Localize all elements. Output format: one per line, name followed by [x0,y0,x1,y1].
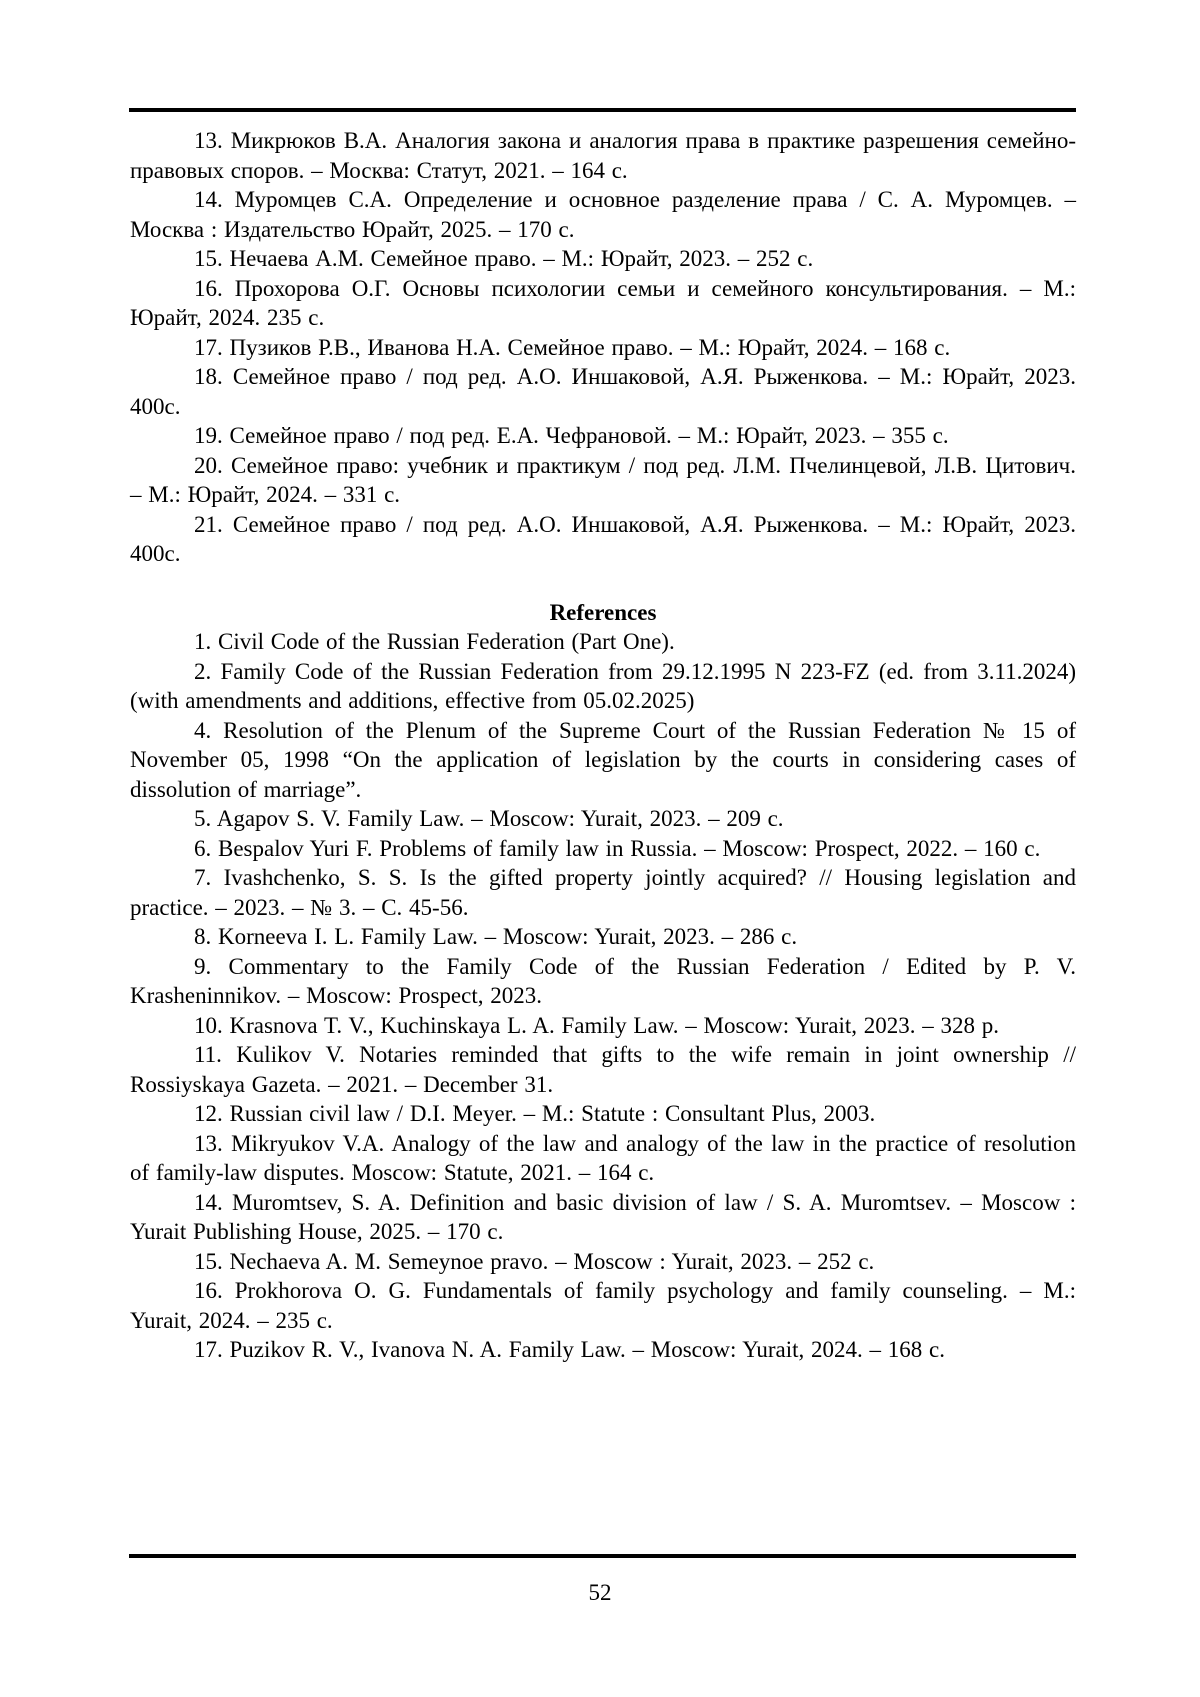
reference-item: 18. Семейное право / под ред. А.О. Иншаковой, А.Я. Рыженкова. – М.: Юрайт, 2023. 400с. [130,364,1076,419]
reference-item: 14. Муромцев С.А. Определение и основное разделение права / С. А. Муромцев. – Москва : Издательство Юрайт, 2025. – 170 с. [130,187,1076,242]
reference-item: 16. Прохорова О.Г. Основы психологии семьи и семейного консультирования. – М.: Юрайт, 2024. 235 с. [130,275,1076,330]
reference-item: 12. Russian civil law / D.I. Meyer. – M.: Statute : Consultant Plus, 2003. [194,1101,876,1126]
reference-item: 11. Kulikov V. Notaries reminded that gifts to the wife remain in joint ownership // Rossiyskaya Gazeta. – 2021. – December 31. [130,1042,1076,1097]
reference-item: 8. Korneeva I. L. Family Law. – Moscow: Yurait, 2023. – 286 с. [194,924,798,949]
reference-item: 14. Muromtsev, S. A. Definition and basic division of law / S. A. Muromtsev. – Moscow : Yurait Publishing House, 2025. – 170 с. [130,1189,1076,1244]
reference-item: 9. Commentary to the Family Code of the Russian Federation / Edited by P. V. Krasheninnikov. – Moscow: Prospect, 2023. [130,953,1076,1008]
page-number: 52 [588,1580,612,1605]
reference-item: 17. Пузиков Р.В., Иванова Н.А. Семейное право. – М.: Юрайт, 2024. – 168 с. [194,334,951,360]
reference-item: 1. Civil Code of the Russian Federation (Part One). [194,629,675,654]
reference-item: 13. Mikryukov V.A. Analogy of the law and analogy of the law in the practice of resolution of family-law disputes. Moscow: Statute, 2021. – 164 с. [130,1130,1076,1185]
bottom-rule [129,1554,1076,1558]
reference-item: 20. Семейное право: учебник и практикум / под ред. Л.М. Пчелинцевой, Л.В. Цитович. – М.: Юрайт, 2024. – 331 с. [130,452,1076,507]
reference-item: 16. Prokhorova O. G. Fundamentals of family psychology and family counseling. – M.: Yurait, 2024. – 235 с. [130,1278,1076,1333]
reference-item: 13. Микрюков В.А. Аналогия закона и аналогия права в практике разрешения семейно-правовых споров. – Москва: Статут, 2021. – 164 с. [130,128,1076,183]
reference-item: 21. Семейное право / под ред. А.О. Иншаковой, А.Я. Рыженкова. – М.: Юрайт, 2023. 400с. [130,511,1076,566]
reference-item: 2. Family Code of the Russian Federation from 29.12.1995 N 223-FZ (ed. from 3.11.2024) (with amendments and additions, effective from 05.02.2025) [130,658,1076,713]
references-heading: References [549,599,657,625]
reference-item: 6. Bespalov Yuri F. Problems of family law in Russia. – Moscow: Prospect, 2022. – 160 с. [194,835,1041,861]
top-rule [129,108,1076,112]
reference-item: 10. Krasnova T. V., Kuchinskaya L. A. Family Law. – Moscow: Yurait, 2023. – 328 p. [194,1012,1000,1038]
reference-item: 15. Nechaeva A. M. Semeynoe pravo. – Moscow : Yurait, 2023. – 252 с. [194,1248,875,1274]
reference-item: 7. Ivashchenko, S. S. Is the gifted property jointly acquired? // Housing legislation and practice. – 2023. – № 3. – С. 45-56. [130,865,1076,920]
reference-item: 5. Agapov S. V. Family Law. – Moscow: Yurait, 2023. – 209 с. [194,806,784,831]
document-body [130,126,1076,1365]
reference-item: 17. Puzikov R. V., Ivanova N. A. Family Law. – Moscow: Yurait, 2024. – 168 с. [194,1337,945,1362]
reference-item: 15. Нечаева А.М. Семейное право. – М.: Юрайт, 2023. – 252 с. [194,246,814,271]
reference-item: 19. Семейное право / под ред. Е.А. Чефрановой. – М.: Юрайт, 2023. – 355 с. [194,423,949,448]
reference-item: 4. Resolution of the Plenum of the Supreme Court of the Russian Federation № 15 of November 05, 1998 “On the application of legislation by the courts in considering cases of dissolution of marriage”. [130,717,1076,802]
